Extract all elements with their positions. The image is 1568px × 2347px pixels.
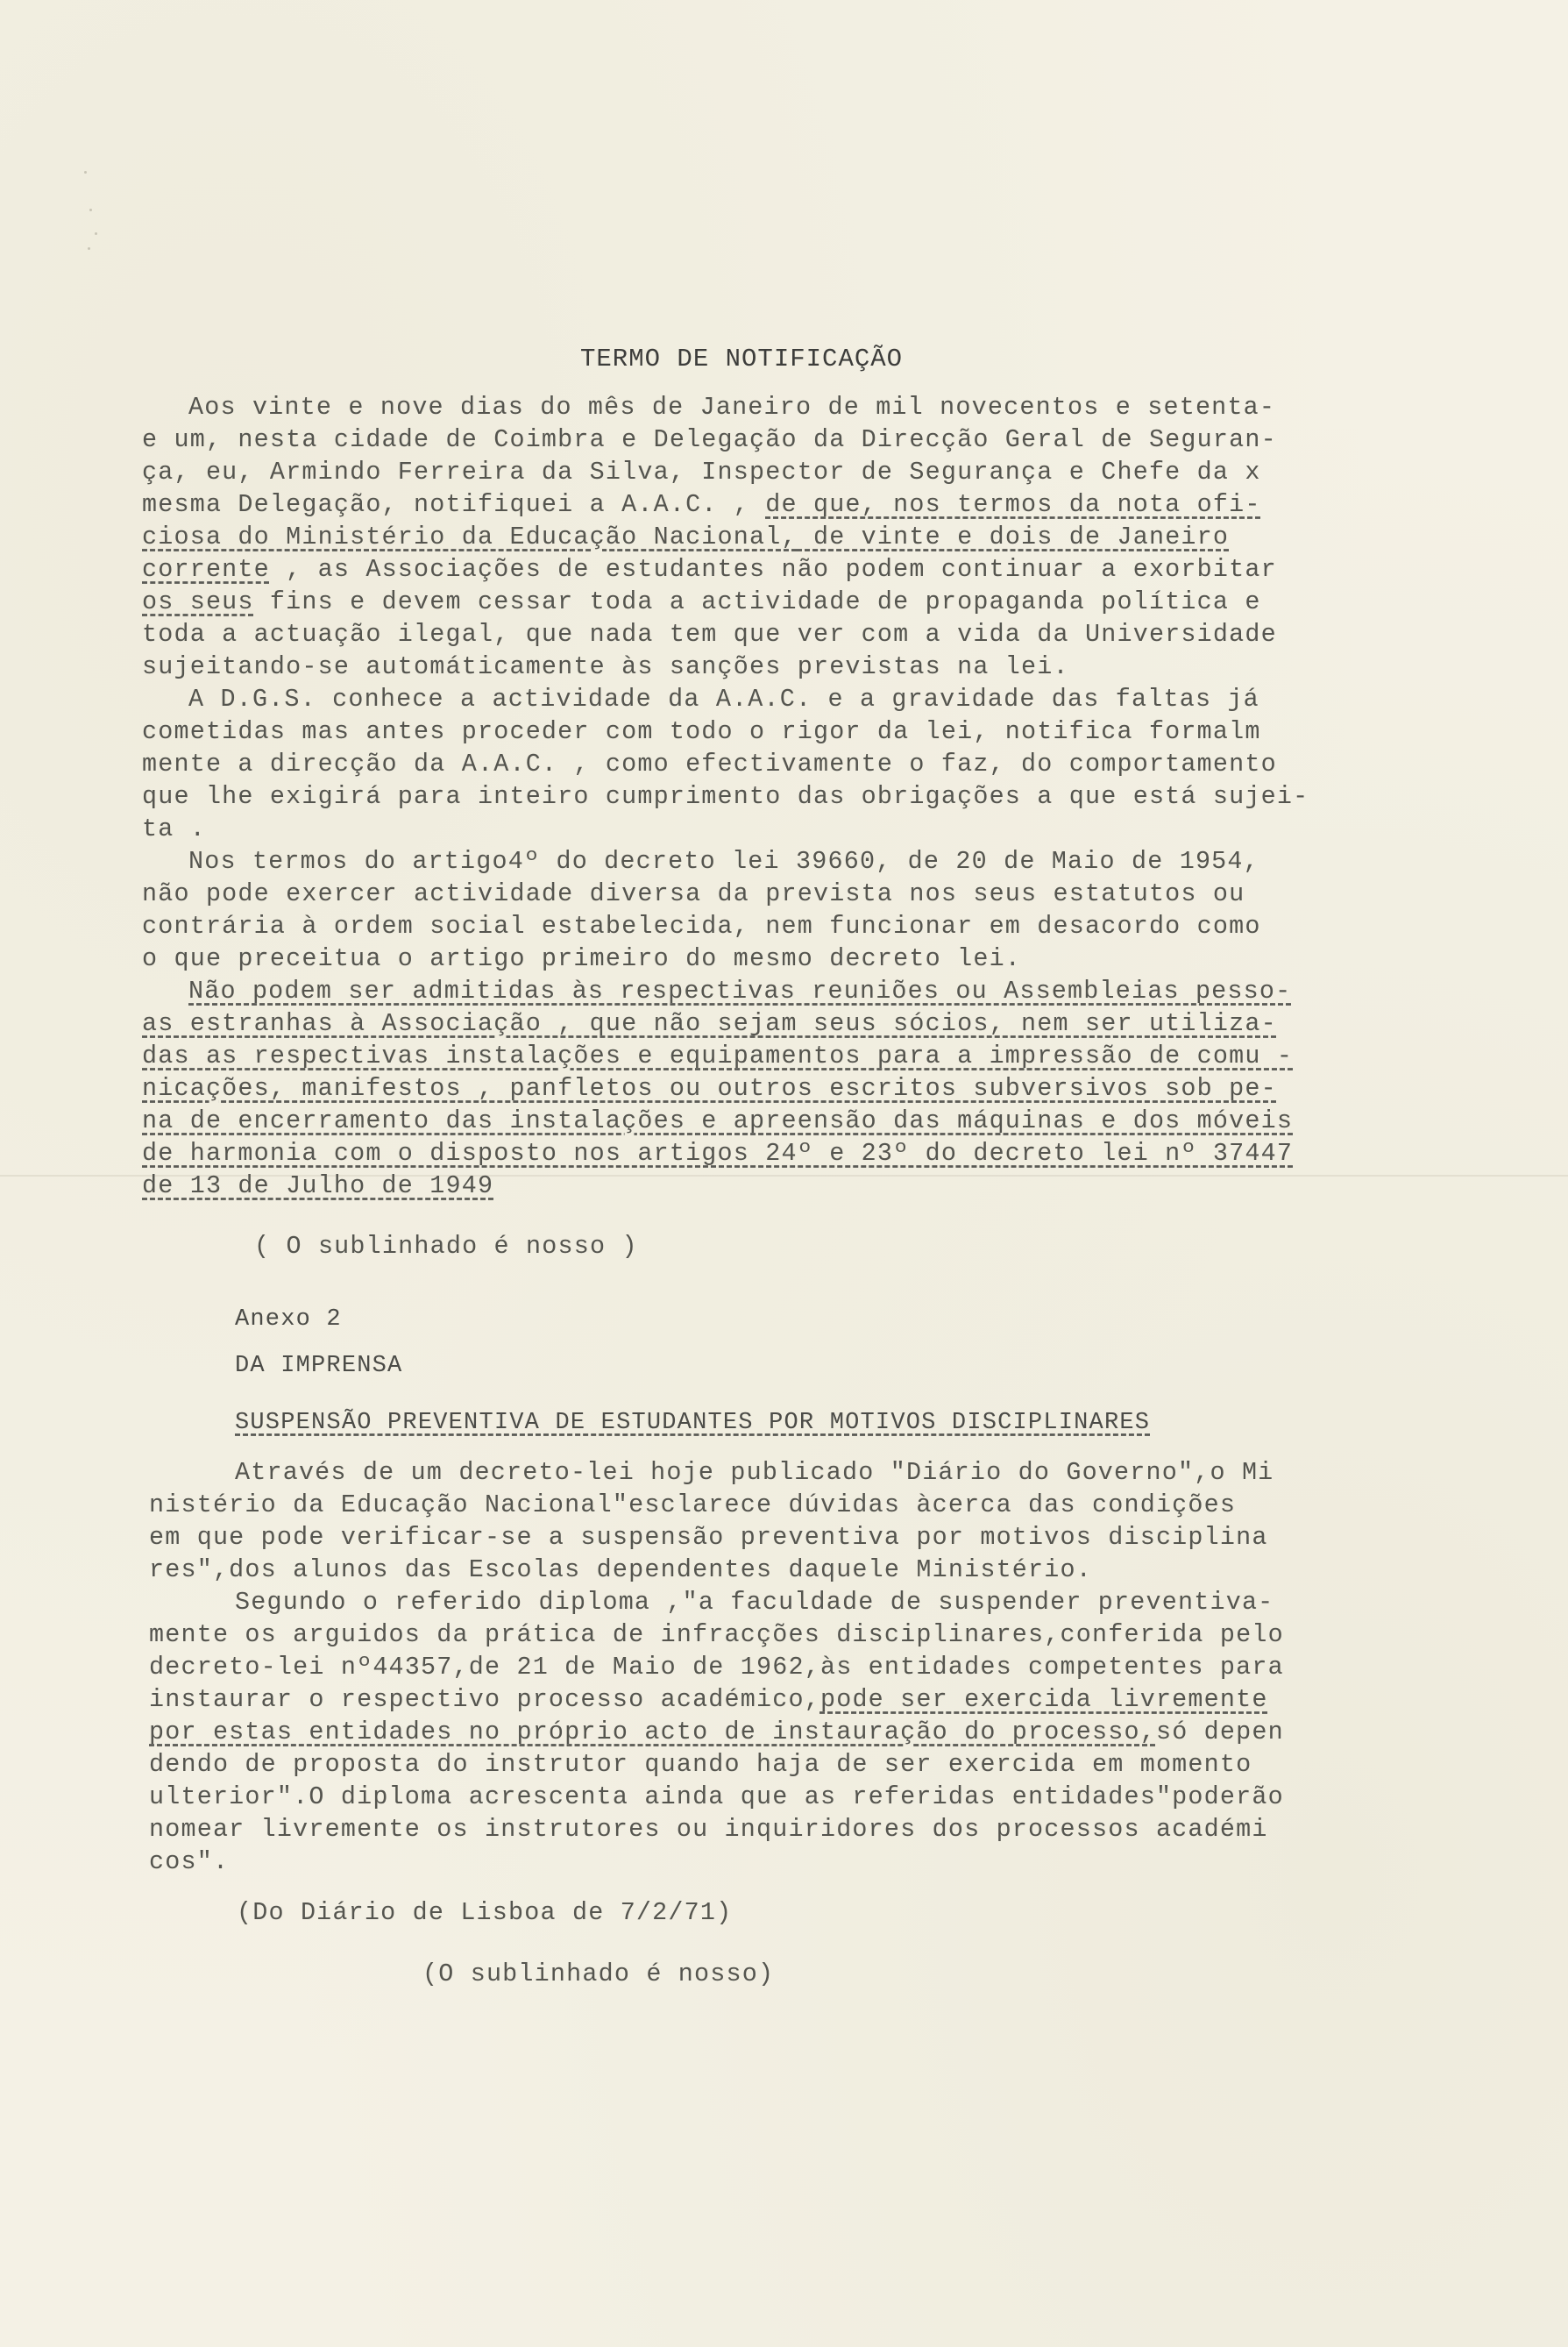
underlined-line: na de encerramento das instalações e apreensão das máquinas e dos móveis [142,1106,1294,1135]
underlined-line: das as respectivas instalações e equipamentos para a impressão de comu - [142,1042,1294,1070]
underlined-text: pode ser exercida livremente [819,1685,1268,1714]
underlined-line: nicações, manifestos , panfletos ou outros escritos subversivos sob pe- [142,1074,1277,1103]
underlined-line: Não podem ser admitidas às respectivas reuniões ou Assembleias pesso- [188,977,1292,1006]
underlined-line: de harmonia com o disposto nos artigos 24º e 23º do decreto lei nº 37447 [142,1139,1294,1168]
annex-line: mente os arguidos da prática de infracções disciplinares,conferida pelo [149,1620,1284,1649]
annex-line [149,1718,1284,1746]
annex-line [149,1685,1268,1714]
notice-line [142,587,1261,616]
annex-line: dendo de proposta do instrutor quando haja de ser exercida em momento [149,1750,1252,1779]
notice-line: e um, nesta cidade de Coimbra e Delegação da Direcção Geral de Seguran- [142,425,1277,454]
notice-line: toda a actuação ilegal, que nada tem que ver com a vida da Universidade [142,620,1277,649]
underlined-text: de vinte e dois de Janeiro [797,523,1230,551]
underlined-line: de 13 de Julho de 1949 [142,1171,494,1200]
document-title: TERMO DE NOTIFICAÇÃO [580,345,904,373]
annex-label: Anexo 2 [235,1306,342,1333]
annex-text: instaurar o respectivo processo académico, [149,1685,820,1714]
notice-text: mesma Delegação, notifiquei a A.A.C. , [142,490,766,519]
underline-note: ( O sublinhado é nosso ) [254,1232,638,1261]
notice-line: Nos termos do artigo4º do decreto lei 39660, de 20 de Maio de 1954, [188,847,1259,876]
annex-line: Segundo o referido diploma ,"a faculdade de suspender preventiva- [235,1588,1274,1617]
notice-line: que lhe exigirá para inteiro cumprimento das obrigações a que está sujei- [142,782,1309,811]
notice-line: Aos vinte e nove dias do mês de Janeiro de mil novecentos e setenta- [188,393,1276,422]
annex-line: em que pode verificar-se a suspensão preventiva por motivos disciplina [149,1523,1268,1552]
underlined-text: os seus [142,587,254,616]
notice-line: mente a direcção da A.A.C. , como efectivamente o faz, do comportamento [142,750,1277,779]
annex-line: decreto-lei nº44357,de 21 de Maio de 1962,às entidades competentes para [149,1653,1284,1682]
notice-line: não pode exercer actividade diversa da prevista nos seus estatutos ou [142,879,1245,908]
notice-line: ta . [142,814,206,843]
underlined-text: corrente [142,555,270,584]
notice-text: , as Associações de estudantes não podem continuar a exorbitar [269,555,1277,584]
notice-line: cometidas mas antes proceder com todo o rigor da lei, notifica formalm [142,717,1261,746]
annex-text: só depen [1155,1718,1284,1746]
underlined-text: por estas entidades no próprio acto de instauração do processo, [149,1718,1156,1746]
underlined-line: as estranhas à Associação , que não sejam seus sócios, nem ser utiliza- [142,1009,1277,1038]
annex-line: nomear livremente os instrutores ou inquiridores dos processos académi [149,1815,1268,1844]
annex-underline-note: (O sublinhado é nosso) [422,1959,775,1988]
notice-line: sujeitando-se automáticamente às sanções previstas na lei. [142,652,1069,681]
notice-line [142,490,1261,519]
annex-line: Através de um decreto-lei hoje publicado "Diário do Governo",o Mi [235,1458,1274,1487]
notice-line [142,523,1229,551]
annex-line: ulterior".O diploma acrescenta ainda que as referidas entidades"poderão [149,1782,1284,1811]
notice-line: contrária à ordem social estabelecida, nem funcionar em desacordo como [142,912,1261,941]
annex-line: cos". [149,1847,230,1876]
annex-section: DA IMPRENSA [235,1353,403,1379]
notice-line: ça, eu, Armindo Ferreira da Silva, Inspector de Segurança e Chefe da x [142,458,1261,487]
notice-line [142,555,1277,584]
notice-line: A D.G.S. conhece a actividade da A.A.C. e a gravidade das faltas já [188,685,1259,714]
annex-source: (Do Diário de Lisboa de 7/2/71) [237,1898,733,1927]
annex-heading: SUSPENSÃO PREVENTIVA DE ESTUDANTES POR MOTIVOS DISCIPLINARES [235,1410,1151,1436]
underlined-text: ciosa do Ministério da Educação Nacional, [142,523,798,551]
notice-text: fins e devem cessar toda a actividade de propaganda política e [253,587,1261,616]
notice-line: o que preceitua o artigo primeiro do mesmo decreto lei. [142,944,1022,973]
underlined-text: de que, nos termos da nota ofi- [765,490,1261,519]
annex-line: nistério da Educação Nacional"esclarece dúvidas àcerca das condições [149,1490,1237,1519]
annex-line: res",dos alunos das Escolas dependentes daquele Ministério. [149,1555,1092,1584]
